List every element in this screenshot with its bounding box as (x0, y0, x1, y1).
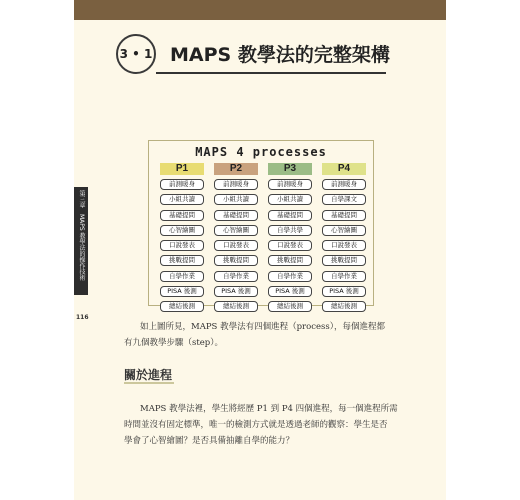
step-label: 挑戰提問 (268, 255, 312, 266)
step-label: 心智繪圖 (160, 225, 204, 236)
step-label: 前測暖身 (214, 179, 258, 190)
step-label: 自學作業 (322, 271, 366, 282)
step-label: 小組共讀 (268, 194, 312, 205)
process-column-p1 (160, 163, 204, 317)
step-label: 前測暖身 (322, 179, 366, 190)
step-label: 基礎提問 (268, 210, 312, 221)
step-label: 口說發表 (214, 240, 258, 251)
step-label: 小組共讀 (214, 194, 258, 205)
step-label: 心智繪圖 (322, 225, 366, 236)
paragraph-2-line-1: MAPS 教學法裡，學生將經歷 P1 到 P4 四個進程，每一個進程所需 (140, 404, 398, 414)
paragraph-1-line-1: 如上圖所見，MAPS 教學法有四個進程（process），每個進程都 (140, 322, 385, 332)
step-label: 基礎提問 (214, 210, 258, 221)
header-band (74, 0, 446, 20)
step-label: 總結後測 (214, 301, 258, 312)
step-label: 自學作業 (160, 271, 204, 282)
step-label: 小組共讀 (160, 194, 204, 205)
step-label: 口說發表 (268, 240, 312, 251)
section-heading (116, 34, 390, 74)
step-label: 前測暖身 (160, 179, 204, 190)
chapter-side-tab: 第三章 MAPS 教學法的操作技術 (74, 187, 88, 295)
paragraph-1-line-2: 有九個教學步驟（step）。 (124, 338, 224, 348)
process-column-p2 (214, 163, 258, 317)
process-column-p3 (268, 163, 312, 317)
step-label: 自學共學 (268, 225, 312, 236)
section-number-badge: 3 • 1 (116, 34, 156, 74)
step-label: 總結後測 (160, 301, 204, 312)
process-column-p4 (322, 163, 366, 317)
step-label: 口說發表 (160, 240, 204, 251)
process-header: P4 (322, 163, 366, 175)
step-label: 挑戰提問 (214, 255, 258, 266)
step-label: PISA 後測 (322, 286, 366, 297)
step-label: 挑戰提問 (322, 255, 366, 266)
process-header: P1 (160, 163, 204, 175)
step-label: 總結後測 (322, 301, 366, 312)
step-label: 挑戰提問 (160, 255, 204, 266)
step-label: PISA 後測 (268, 286, 312, 297)
step-label: 自學課文 (322, 194, 366, 205)
subheading: 關於進程 (124, 368, 173, 382)
section-title-underline (156, 72, 386, 74)
step-label: 自學作業 (268, 271, 312, 282)
step-label: PISA 後測 (214, 286, 258, 297)
step-label: 口說發表 (322, 240, 366, 251)
step-label: 基礎提問 (322, 210, 366, 221)
maps-processes-figure (148, 140, 374, 311)
process-header: P2 (214, 163, 258, 175)
step-label: 自學作業 (214, 271, 258, 282)
paragraph-2-line-3: 學會了心智繪圖？是否具備抽離自學的能力？ (124, 436, 295, 446)
figure-title: MAPS 4 processes (195, 145, 327, 159)
step-label: 總結後測 (268, 301, 312, 312)
step-label: 心智繪圖 (214, 225, 258, 236)
step-label: 前測暖身 (268, 179, 312, 190)
page-number: 116 (76, 314, 89, 321)
section-title: MAPS 教學法的完整架構 (170, 44, 390, 66)
step-label: PISA 後測 (160, 286, 204, 297)
step-label: 基礎提問 (160, 210, 204, 221)
paragraph-2-line-2: 時間並沒有固定標準，唯一的檢測方式就是透過老師的觀察：學生是否 (124, 420, 388, 430)
process-header: P3 (268, 163, 312, 175)
